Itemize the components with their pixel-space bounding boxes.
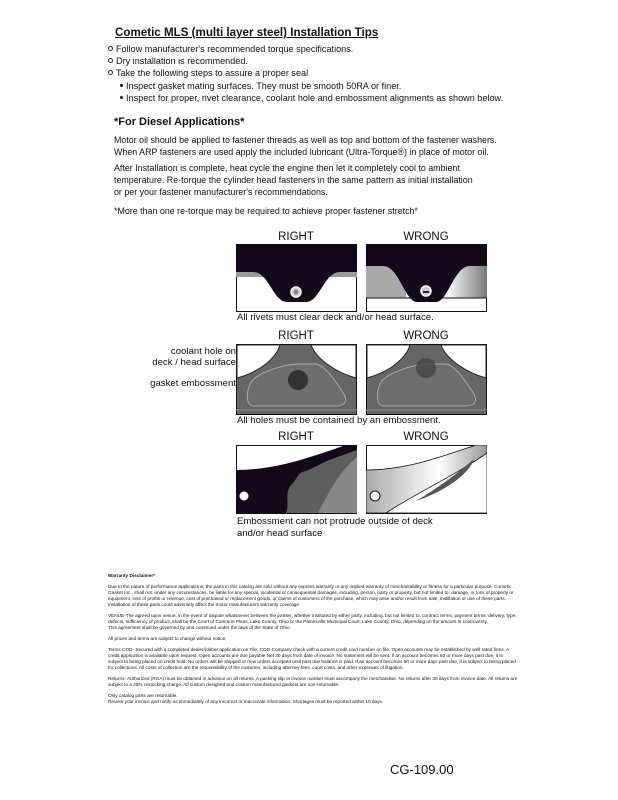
returns-paragraph: Returns- Authorized (RGA) must be obtained in advance on all returns. A packing slip or invoice number must accompany the merchandise. No returns after 30 days from invoice date. All returns are subject to a 25% restocking charge. All custom designed and custom manufactured gaskets are non-returnable.	[108, 675, 518, 687]
wrong-label: WRONG	[403, 231, 449, 243]
embossment-wrong-diagram	[366, 445, 487, 514]
rivet-right-diagram	[236, 244, 357, 312]
dot-bullet-icon	[120, 84, 123, 87]
rivet-wrong-diagram	[366, 244, 487, 312]
coolant-hole-label: coolant hole on deck / head surface	[152, 346, 236, 368]
terms-paragraph: Terms COD- Secured with a completed dealer/jobber application on File, COD-Company check with a current credit card number on file. Open accounts may be established by well rated firms. A credit application is available upon request. Open accounts are due payable Net 30 days from date of invoice. No statement will be sent. If an account becomes 60 or more days past due, it is subject to being placed on credit hold. No orders will be shipped or new orders accepted until past due balance is paid. If an account becomes 90 or more days past due, it is subject to being placed for collections. All costs of collection are the responsibility of the customer, including attorney fees, court costs, and other expenses of litigation.	[108, 647, 516, 670]
wrong-label: WRONG	[403, 330, 449, 342]
right-label: RIGHT	[278, 330, 314, 342]
tips-list	[108, 43, 503, 104]
page-title: Cometic MLS (multi layer steel) Installation Tips	[115, 26, 379, 39]
diesel-note: *More than one re-torque may be required to achieve proper fastener stretch*	[114, 206, 418, 216]
wrong-label: WRONG	[403, 431, 449, 443]
coolant-right-diagram	[236, 344, 357, 415]
diesel-paragraph-2: After Installation is complete, heat cycle the engine then let it completely cool to ambient temperature. Re-torque the cylinder head fasteners in the same pattern as initial installation or per your fastener manufacturer's recommendations.	[114, 163, 473, 197]
gasket-embossment-label: gasket embossment	[150, 378, 236, 389]
sub-tip-item: Inspect for proper, rivet clearance, coolant hole and embossment alignments as shown below.	[108, 92, 503, 104]
hole-caption: All holes must be contained by an embossment.	[237, 415, 441, 426]
warranty-heading: Warranty Disclaimer*	[108, 573, 155, 578]
warranty-paragraph: Due to the nature of performance applications, the parts in this catalog are sold without any express warranty or any implied warranty of merchantability or fitness for a particular purpose. Cometic Gasket Inc., shall not, under any circumstances, be liable for any special, incidental or consequential damages, including, person, party or property, but not limited to, damage, or loss of property or equipment, loss of profits or revenue, cost of purchased or replacement goods, or claims of customers of the purchase, which may arise and/or result from sale, instillation or use of these parts. Installation of these parts could adversely affect the motor manufacturers warranty coverage.	[108, 584, 514, 607]
tip-item: Follow manufacturer's recommended torque specifications.	[108, 43, 503, 55]
right-label: RIGHT	[278, 231, 314, 243]
sub-tip-item: Inspect gasket mating surfaces. They must be smooth 50RA or finer.	[108, 80, 503, 92]
rivet-caption: All rivets must clear deck and/or head surface.	[237, 312, 434, 323]
tip-item: Dry installation is recommended.	[108, 55, 503, 67]
prices-paragraph: All prices and terms are subject to change without notice.	[108, 635, 227, 641]
review-paragraph: Review your invoice and notify us immediately of any incorrect or inaccurate information. Shortages must be reported within 10 days.	[108, 698, 384, 704]
embossment-right-diagram	[236, 445, 357, 514]
coolant-wrong-diagram	[366, 344, 487, 415]
tip-item: Take the following steps to assure a proper seal	[108, 67, 503, 79]
diesel-paragraph-1: Motor oil should be applied to fastener threads as well as top and bottom of the fastener washers. When ARP fasteners are used apply the included lubricant (Ultra-Torque®) in place of motor oil.	[114, 135, 497, 157]
page-code: CG-109.00	[390, 762, 454, 777]
circle-bullet-icon	[108, 46, 113, 51]
embossment-caption: Embossment can not protrude outside of deck and/or head surface	[237, 516, 433, 539]
catalog-returns-paragraph: Only catalog parts are returnable.	[108, 692, 178, 698]
warranty-disclaimer	[108, 573, 518, 710]
circle-bullet-icon	[108, 58, 113, 63]
dot-bullet-icon	[120, 96, 123, 99]
circle-bullet-icon	[108, 70, 113, 75]
right-label: RIGHT	[278, 431, 314, 443]
law-paragraph: This agreement shall be governed by and construed under the laws of the State of Ohio.	[108, 624, 291, 630]
diesel-heading: *For Diesel Applications*	[114, 116, 245, 128]
venue-paragraph: VENUE-The agreed upon venue, in the event of dispute whatsoever between the parties, whether instituted by either party, including, but not limited to, contract terms, payment terms, delivery, type, defects, sufficiency of product, shall be the Court of Common Pleas, Lake County, Ohio or the Painesville Municipal Court, Lake County, Ohio, depending on the amount in controversy.	[108, 612, 517, 624]
